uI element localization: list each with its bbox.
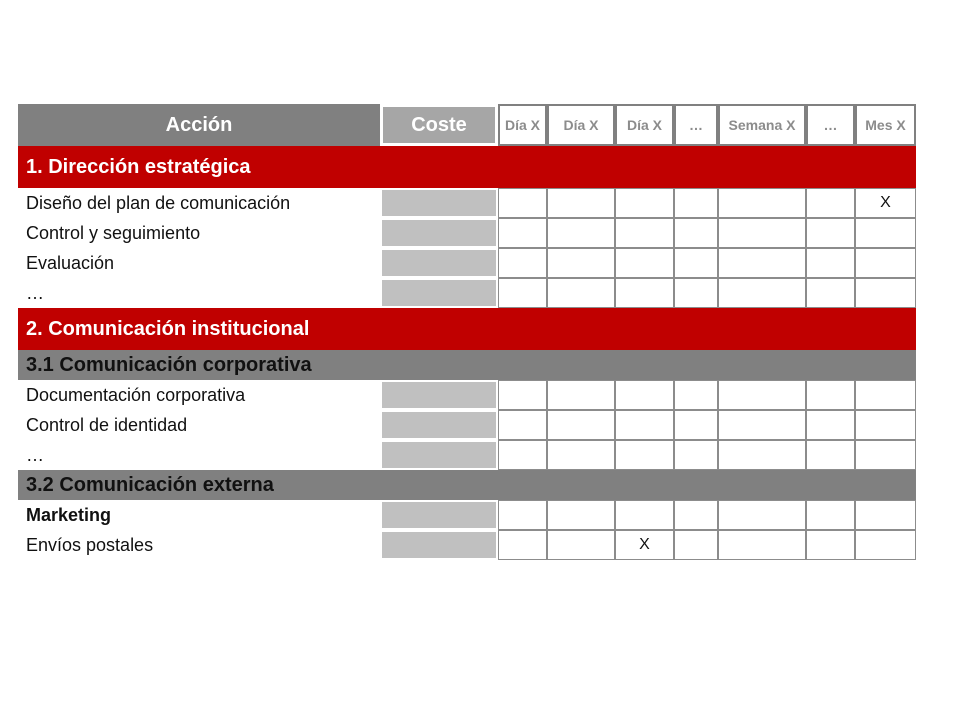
schedule-mark[interactable]: X bbox=[855, 188, 916, 218]
schedule-cell[interactable] bbox=[718, 530, 806, 560]
schedule-cell[interactable] bbox=[615, 440, 674, 470]
schedule-cell[interactable] bbox=[855, 218, 916, 248]
schedule-cell[interactable] bbox=[806, 278, 855, 308]
schedule-cell[interactable] bbox=[806, 248, 855, 278]
header-column: Día X bbox=[615, 104, 674, 146]
schedule-cell[interactable] bbox=[718, 500, 806, 530]
cost-cell[interactable] bbox=[380, 530, 498, 560]
schedule-cell[interactable] bbox=[806, 410, 855, 440]
schedule-cell[interactable] bbox=[547, 278, 615, 308]
schedule-cell[interactable] bbox=[855, 410, 916, 440]
schedule-cell[interactable] bbox=[547, 188, 615, 218]
schedule-cell[interactable] bbox=[498, 218, 547, 248]
schedule-cell[interactable] bbox=[498, 440, 547, 470]
schedule-cell[interactable] bbox=[674, 410, 718, 440]
schedule-cell[interactable] bbox=[547, 248, 615, 278]
schedule-cell[interactable] bbox=[718, 278, 806, 308]
header-column: Día X bbox=[547, 104, 615, 146]
schedule-cell[interactable] bbox=[806, 440, 855, 470]
schedule-cell[interactable] bbox=[615, 248, 674, 278]
action-label: … bbox=[26, 444, 44, 465]
cost-cell[interactable] bbox=[380, 218, 498, 248]
schedule-cell[interactable] bbox=[855, 500, 916, 530]
schedule-cell[interactable] bbox=[498, 380, 547, 410]
schedule-cell[interactable] bbox=[806, 530, 855, 560]
schedule-cell[interactable] bbox=[498, 248, 547, 278]
cost-cell[interactable] bbox=[380, 410, 498, 440]
schedule-cell[interactable] bbox=[855, 440, 916, 470]
cost-cell[interactable] bbox=[380, 248, 498, 278]
schedule-cell[interactable] bbox=[718, 440, 806, 470]
header-column: Día X bbox=[498, 104, 547, 146]
schedule-cell[interactable] bbox=[806, 188, 855, 218]
schedule-cell[interactable] bbox=[855, 278, 916, 308]
header-column: … bbox=[674, 104, 718, 146]
schedule-cell[interactable] bbox=[674, 218, 718, 248]
schedule-cell[interactable] bbox=[806, 500, 855, 530]
subsection-header: 3.2 Comunicación externa bbox=[18, 470, 916, 500]
schedule-cell[interactable] bbox=[615, 188, 674, 218]
subsection-header: 3.1 Comunicación corporativa bbox=[18, 350, 916, 380]
action-label: Marketing bbox=[26, 504, 112, 525]
schedule-cell[interactable] bbox=[615, 500, 674, 530]
schedule-cell[interactable] bbox=[615, 218, 674, 248]
action-label: … bbox=[26, 282, 44, 303]
schedule-cell[interactable] bbox=[855, 248, 916, 278]
schedule-cell[interactable] bbox=[615, 380, 674, 410]
action-label: Control de identidad bbox=[26, 414, 188, 435]
schedule-cell[interactable] bbox=[855, 380, 916, 410]
section-header: 2. Comunicación institucional bbox=[18, 308, 916, 350]
action-label: Evaluación bbox=[26, 252, 115, 273]
schedule-cell[interactable] bbox=[674, 500, 718, 530]
section-header: 1. Dirección estratégica bbox=[18, 146, 916, 188]
schedule-cell[interactable] bbox=[498, 278, 547, 308]
schedule-cell[interactable] bbox=[498, 500, 547, 530]
schedule-cell[interactable] bbox=[674, 530, 718, 560]
schedule-cell[interactable] bbox=[674, 188, 718, 218]
header-column: … bbox=[806, 104, 855, 146]
header-column: Mes X bbox=[855, 104, 916, 146]
cost-cell[interactable] bbox=[380, 440, 498, 470]
cost-cell[interactable] bbox=[380, 500, 498, 530]
action-label: Control y seguimiento bbox=[26, 222, 201, 243]
cost-cell[interactable] bbox=[380, 188, 498, 218]
header-column: Semana X bbox=[718, 104, 806, 146]
schedule-mark[interactable]: X bbox=[615, 530, 674, 560]
schedule-cell[interactable] bbox=[547, 530, 615, 560]
schedule-cell[interactable] bbox=[718, 248, 806, 278]
schedule-cell[interactable] bbox=[718, 188, 806, 218]
cost-cell[interactable] bbox=[380, 380, 498, 410]
schedule-cell[interactable] bbox=[674, 278, 718, 308]
schedule-cell[interactable] bbox=[547, 500, 615, 530]
schedule-cell[interactable] bbox=[718, 380, 806, 410]
schedule-cell[interactable] bbox=[547, 410, 615, 440]
header-accion: Acción bbox=[18, 104, 380, 146]
schedule-cell[interactable] bbox=[547, 218, 615, 248]
cost-cell[interactable] bbox=[380, 278, 498, 308]
schedule-cell[interactable] bbox=[674, 248, 718, 278]
schedule-cell[interactable] bbox=[498, 530, 547, 560]
schedule-cell[interactable] bbox=[718, 410, 806, 440]
schedule-cell[interactable] bbox=[718, 218, 806, 248]
schedule-cell[interactable] bbox=[498, 188, 547, 218]
action-label: Envíos postales bbox=[26, 534, 154, 555]
schedule-cell[interactable] bbox=[498, 410, 547, 440]
schedule-cell[interactable] bbox=[806, 218, 855, 248]
schedule-cell[interactable] bbox=[674, 440, 718, 470]
schedule-cell[interactable] bbox=[547, 380, 615, 410]
schedule-cell[interactable] bbox=[806, 380, 855, 410]
action-label: Documentación corporativa bbox=[26, 384, 246, 405]
schedule-cell[interactable] bbox=[674, 380, 718, 410]
communication-plan-table bbox=[18, 104, 916, 562]
schedule-cell[interactable] bbox=[615, 278, 674, 308]
header-coste: Coste bbox=[380, 104, 498, 146]
schedule-cell[interactable] bbox=[615, 410, 674, 440]
action-label: Diseño del plan de comunicación bbox=[26, 192, 291, 213]
schedule-cell[interactable] bbox=[855, 530, 916, 560]
schedule-cell[interactable] bbox=[547, 440, 615, 470]
